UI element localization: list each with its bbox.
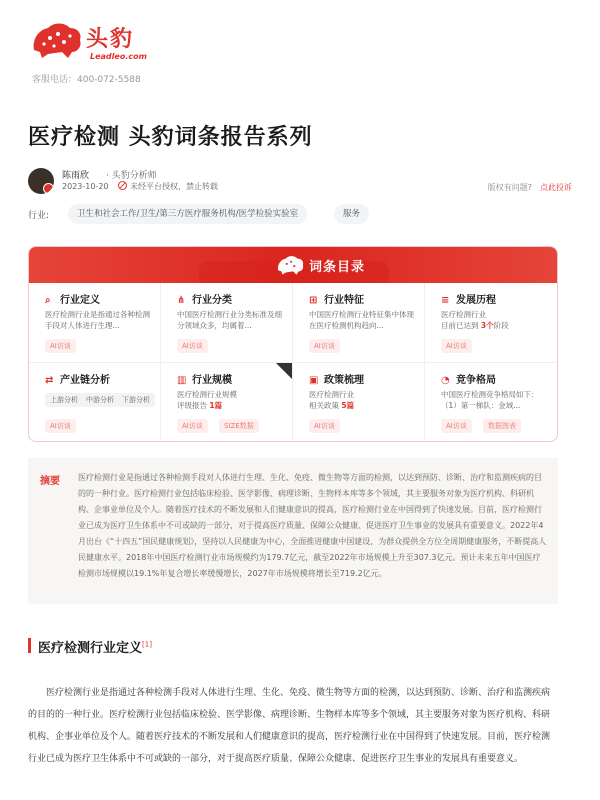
policy-count: 5篇 (341, 401, 355, 410)
toc-item-desc (177, 389, 283, 411)
data-chart-chip[interactable]: 数据图表 (483, 419, 521, 433)
toc-card (28, 246, 558, 442)
section-accent-bar (28, 638, 31, 653)
stage-count: 3个 (480, 321, 494, 330)
section-title: 医疗检测行业定义 (38, 641, 143, 656)
avatar[interactable] (28, 168, 54, 194)
brand-name-en: Leadleo.com (90, 52, 147, 61)
toc-item-title: 行业规模 (192, 375, 232, 386)
toc-title: 词条目录 (309, 260, 366, 275)
abstract-label: 摘要 (40, 476, 60, 487)
toc-item-title: 政策梳理 (324, 375, 364, 386)
author-row (28, 168, 572, 194)
author-role: · 头豹分析师 (106, 171, 157, 181)
toc-item-scale[interactable] (161, 363, 293, 442)
reprint-notice (118, 181, 218, 192)
leopard-logo-icon (275, 253, 305, 277)
toc-item-title: 产业链分析 (60, 375, 110, 386)
prohibited-icon (118, 181, 127, 190)
features-icon: ⊞ (309, 295, 318, 306)
footnote-ref[interactable]: [1] (142, 640, 152, 649)
toc-grid (29, 283, 557, 442)
toc-item-classification[interactable] (161, 283, 293, 363)
ai-interview-chip[interactable]: AI访谈 (441, 339, 472, 353)
toc-item-desc-suffix: 阶段 (493, 321, 509, 330)
toc-item-competition[interactable] (425, 363, 558, 442)
abstract-text: 医疗检测行业是指通过各种检测手段对人体进行生理、生化、免疫、微生物等方面的检测，以达到预防、诊断、治疗和监测疾病的目的的一种行业。医疗检测行业包括临床检验、医学影像、病理诊断、生物样本库等多个领域，其主要服务对象为医疗机构、科研机构、企事业单位及个人。随着医疗技术的不断发展和人们健康意识的提高，医疗检测行业在中国得到了快速发展。目前，医疗检测行业已成为医疗卫生体系中不可或缺的一部分，对于提高医疗质量、保障公众健康、促进医疗卫生事业的发展具有重要意义。2022年4月出台《“十四五”国民健康规划》，坚持以人民健康为中心，全面推进健康中国建设，为群众提供全方位全周期健康服务，不断提高人民健康水平。2018年中国医疗检测行业市场规模约为179.7亿元，截至2022年市场规模上升至307.3亿元。预计未来五年中国医疗检测市场规模以19.1%年复合增长率缓慢增长，2027年市场规模将增长至719.2亿元。 (78, 473, 547, 578)
upstream-chip[interactable]: 上游分析 (45, 393, 83, 407)
ai-interview-chip[interactable]: AI访谈 (177, 419, 208, 433)
brand-name-cn: 头豹 (86, 27, 135, 52)
service-phone: 客服电话：400-072-5588 (32, 75, 141, 85)
ai-interview-chip[interactable]: AI访谈 (309, 339, 340, 353)
midstream-chip[interactable]: 中游分析 (81, 393, 119, 407)
history-icon: ≡ (441, 295, 450, 306)
toc-item-history[interactable] (425, 283, 558, 363)
toc-item-title: 行业定义 (60, 295, 100, 306)
toc-item-title: 竞争格局 (456, 375, 496, 386)
toc-item-desc-text: 医疗检测行业 目前已达到 (441, 310, 486, 330)
complaint-link[interactable]: 点此投诉 (540, 183, 572, 192)
toc-item-chain[interactable] (29, 363, 161, 442)
page-title: 医疗检测 头豹词条报告系列 (28, 125, 313, 150)
abstract-box (28, 458, 558, 604)
policy-icon: ▣ (309, 375, 319, 386)
publish-date: 2023-10-20 (62, 182, 109, 191)
toc-item-desc: 中国医疗检测行业特征集中体现在医疗检测机构趋向... (309, 310, 414, 330)
toc-item-title: 行业分类 (192, 295, 232, 306)
bar-chart-icon: ▥ (177, 375, 187, 386)
toc-item-definition[interactable] (29, 283, 161, 363)
downstream-chip[interactable]: 下游分析 (117, 393, 155, 407)
toc-item-desc-text: 医疗检测行业 相关政策 (309, 390, 354, 410)
industry-label: 行业: (28, 211, 50, 221)
toc-item-features[interactable] (293, 283, 425, 363)
toc-item-desc: 中国医疗检测竞争格局如下：（1）第一梯队：金域... (441, 390, 539, 410)
toc-item-policy[interactable] (293, 363, 425, 442)
toc-item-desc: 医疗检测行业是指通过各种检测手段对人体进行生理... (45, 310, 150, 330)
toc-item-title: 行业特征 (324, 295, 364, 306)
ai-interview-chip[interactable]: AI访谈 (309, 419, 340, 433)
report-count: 1篇 (209, 401, 223, 410)
chain-icon: ⇄ (45, 375, 54, 386)
section-body: 医疗检测行业是指通过各种检测手段对人体进行生理、生化、免疫、微生物等方面的检测，以达到预防、诊断、治疗和监测疾病的目的的一种行业。医疗检测行业包括临床检验、医学影像、病理诊断、生物样本库等多个领域，其主要服务对象为医疗机构、科研机构、企事业单位及个人。随着医疗技术的不断发展和人们健康意识的提高，医疗检测行业在中国得到了快速发展。目前，医疗检测行业已成为医疗卫生体系中不可或缺的一部分，对于提高医疗质量、保障公众健康、促进医疗卫生事业的发展具有重要意义。 (28, 688, 551, 764)
toc-item-desc (441, 309, 547, 331)
industry-tag[interactable]: 卫生和社会工作/卫生/第三方医疗服务机构/医学检验实验室 (68, 204, 307, 224)
ai-interview-chip[interactable]: AI访谈 (177, 339, 208, 353)
ai-interview-chip[interactable]: AI访谈 (441, 419, 472, 433)
toc-header (29, 247, 557, 283)
pie-icon: ◔ (441, 375, 450, 386)
toc-item-desc-text: 医疗检测行业规模 评级报告 (177, 390, 237, 410)
search-doc-icon: ⌕ (45, 295, 51, 306)
reprint-notice-text: 未经平台授权，禁止转载 (130, 182, 218, 191)
copyright-question: 版权有问题? (487, 183, 532, 192)
toc-item-desc: 中国医疗检测行业分类标准及细分领域众多，均属着... (177, 310, 282, 330)
size-data-chip[interactable]: SIZE数据 (219, 419, 259, 433)
ai-interview-chip[interactable]: AI访谈 (45, 339, 76, 353)
industry-tag[interactable]: 服务 (334, 204, 369, 224)
leopard-logo-icon[interactable] (28, 20, 84, 60)
toc-item-desc (309, 389, 415, 411)
ai-interview-chip[interactable]: AI访谈 (45, 419, 76, 433)
tree-icon: ⋔ (177, 295, 186, 306)
author-name[interactable]: 陈雨欣 (62, 171, 90, 181)
toc-item-title: 发展历程 (456, 295, 496, 306)
corner-badge-icon (276, 363, 292, 379)
